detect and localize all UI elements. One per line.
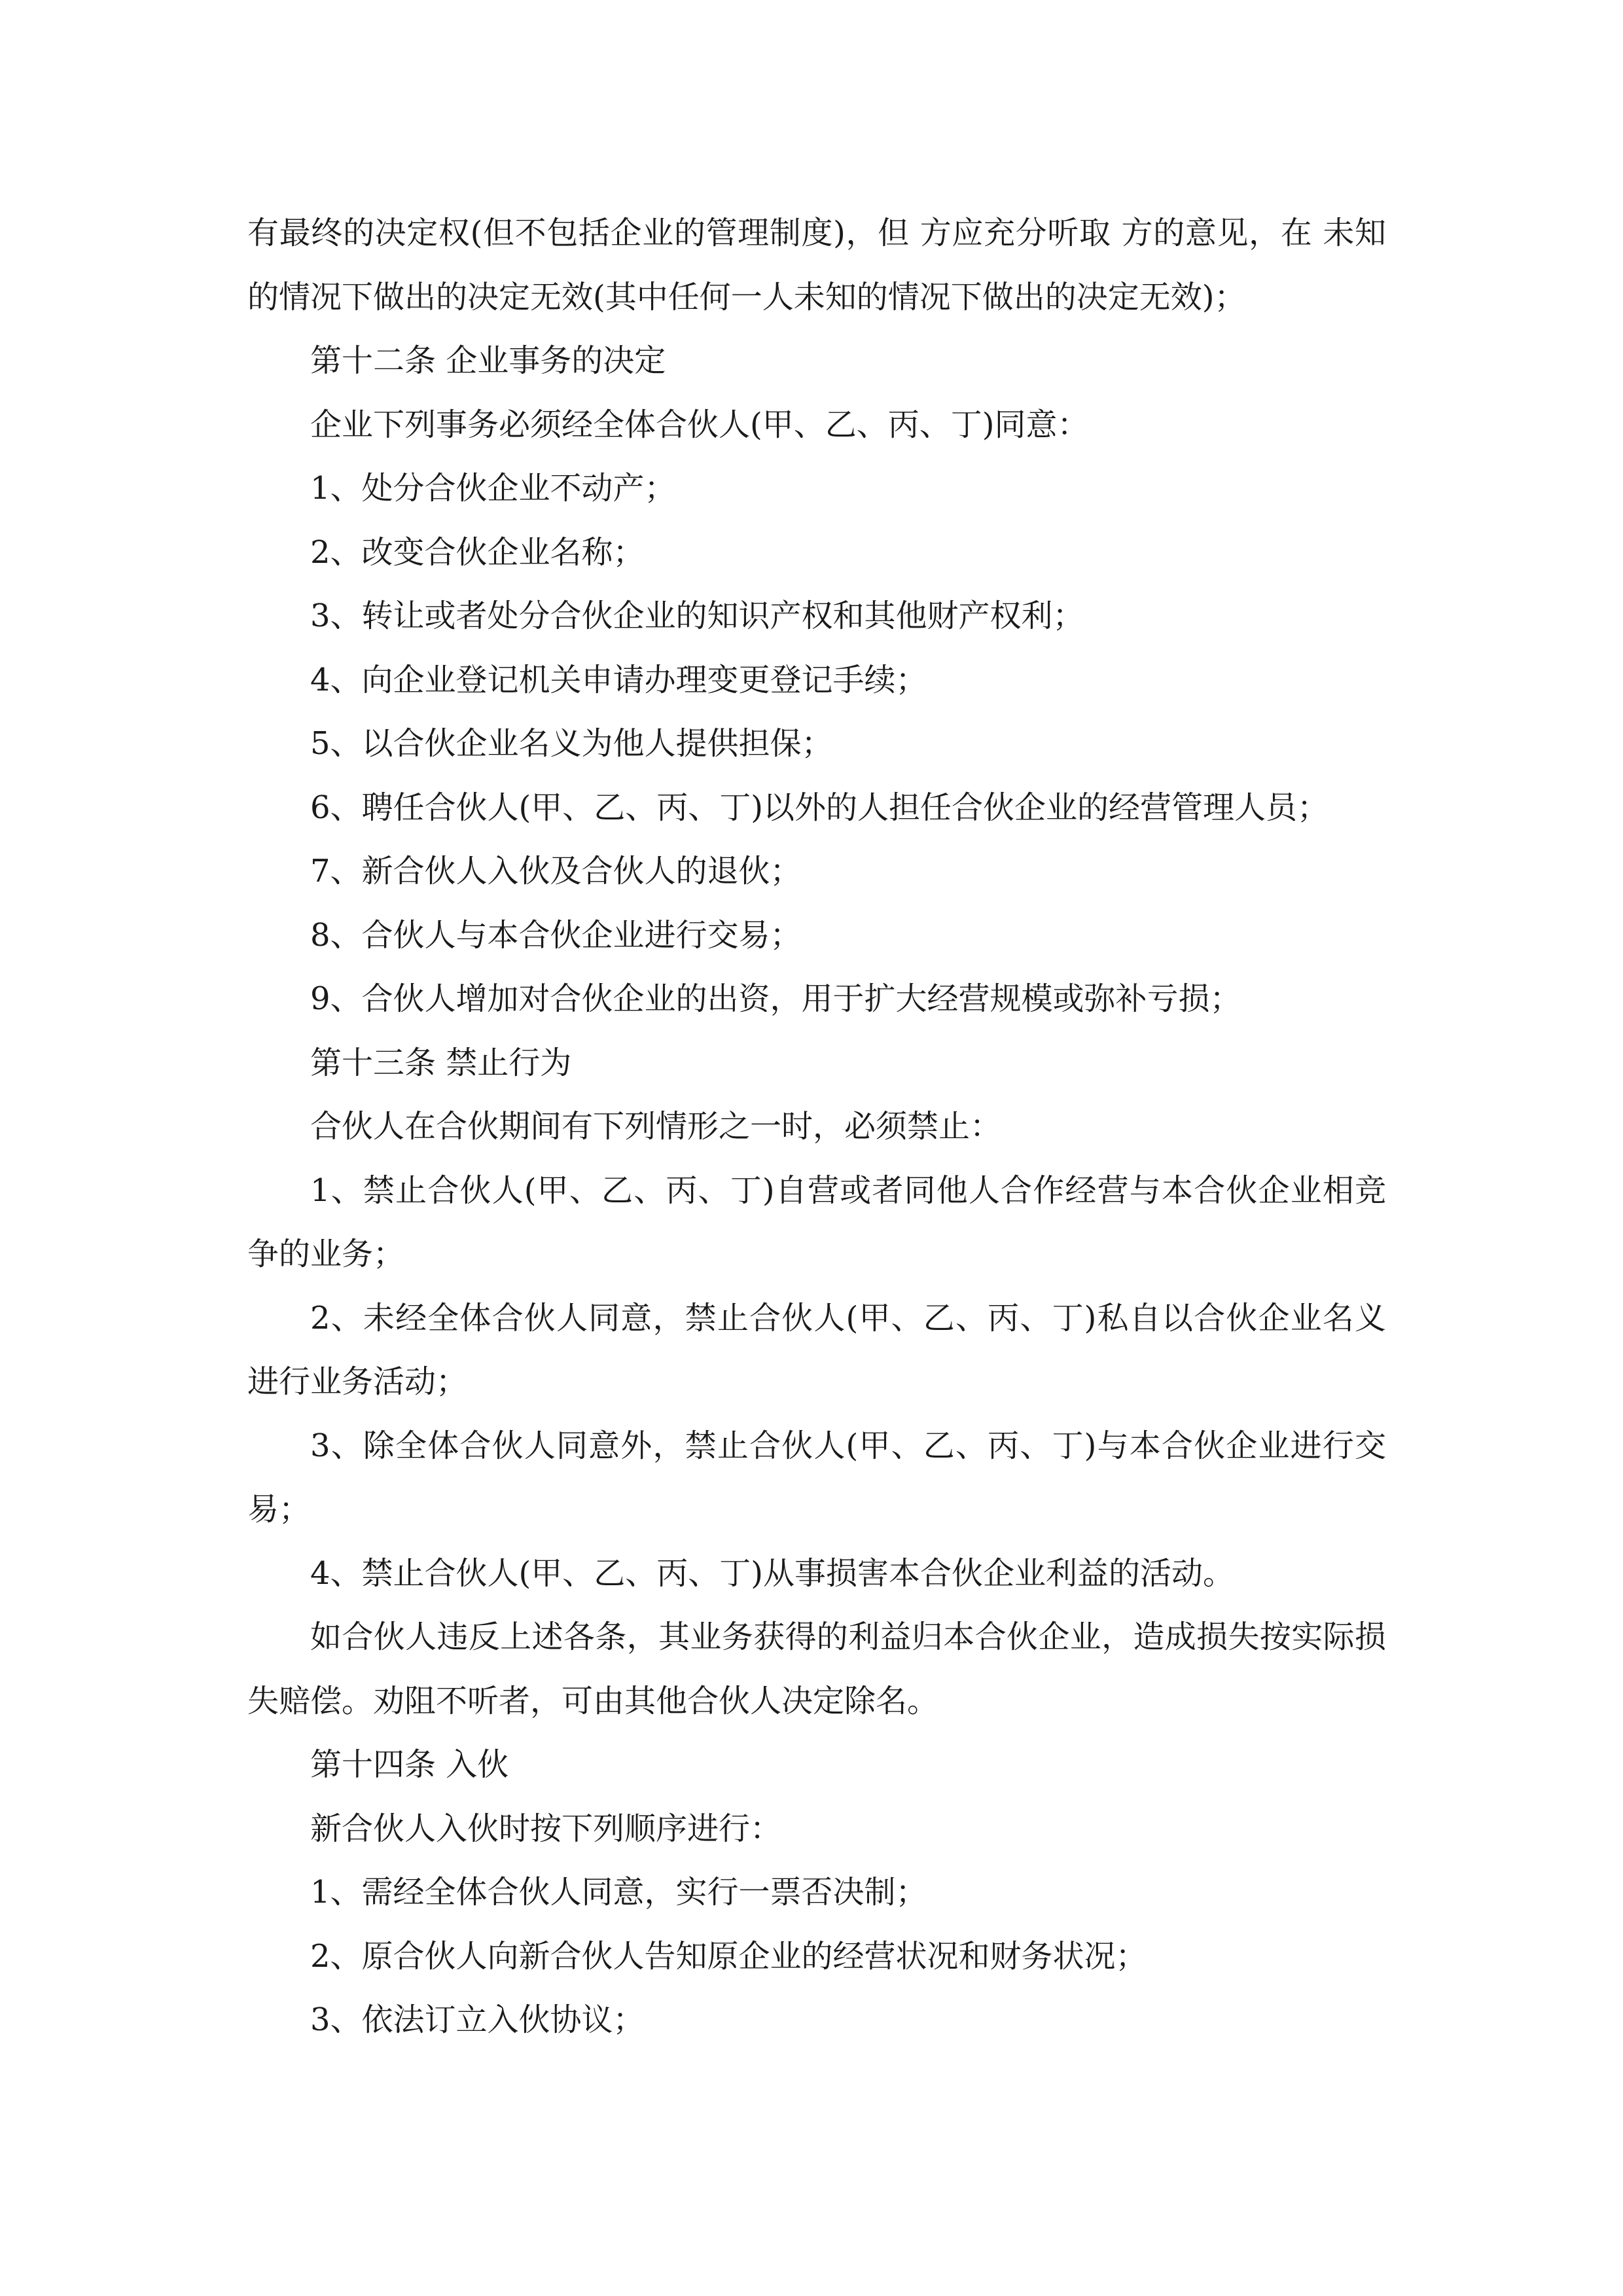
list-item: 2、原合伙人向新合伙人告知原企业的经营状况和财务状况； [310, 1937, 1147, 1975]
article-13-heading: 第十三条 禁止行为 [310, 1044, 572, 1081]
list-item: 6、聘任合伙人(甲、乙、丙、丁)以外的人担任合伙企业的经营管理人员； [310, 789, 1329, 826]
paragraph: 企业下列事务必须经全体合伙人(甲、乙、丙、丁)同意： [310, 406, 1089, 443]
list-item: 3、转让或者处分合伙企业的知识产权和其他财产权利； [310, 598, 1084, 634]
list-item: 2、未经全体合伙人同意，禁止合伙人(甲、乙、丙、丁)私自以合伙企业名义进行业务活动； [247, 1299, 1386, 1400]
article-12-heading: 第十二条 企业事务的决定 [310, 342, 666, 379]
list-item: 1、处分合伙企业不动产； [310, 470, 676, 507]
paragraph: 合伙人在合伙期间有下列情形之一时，必须禁止： [310, 1108, 1002, 1145]
list-item: 1、禁止合伙人(甲、乙、丙、丁)自营或者同他人合作经营与本合伙企业相竞争的业务； [247, 1172, 1386, 1272]
list-item: 1、需经全体合伙人同意，实行一票否决制； [310, 1874, 927, 1910]
list-item: 2、改变合伙企业名称； [310, 533, 645, 571]
list-item: 3、除全体合伙人同意外，禁止合伙人(甲、乙、丙、丁)与本合伙企业进行交易； [247, 1427, 1386, 1528]
article-14-heading: 第十四条 入伙 [310, 1746, 509, 1783]
list-item: 7、新合伙人入伙及合伙人的退伙； [310, 853, 802, 889]
paragraph: 如合伙人违反上述各条，其业务获得的利益归本合伙企业，造成损失按实际损失赔偿。劝阻不听者，可由其他合伙人决定除名。 [247, 1619, 1386, 1719]
document-body [247, 202, 1386, 2053]
paragraph-continuation: 有最终的决定权(但不包括企业的管理制度)，但 方应充分听取 方的意见，在 未知的情况下做出的决定无效(其中任何一人未知的情况下做出的决定无效)； [247, 215, 1386, 315]
list-item: 3、依法订立入伙协议； [310, 2001, 645, 2038]
list-item: 8、合伙人与本合伙企业进行交易； [310, 916, 802, 954]
paragraph: 新合伙人入伙时按下列顺序进行： [310, 1810, 782, 1847]
list-item: 9、合伙人增加对合伙企业的出资，用于扩大经营规模或弥补亏损； [310, 980, 1241, 1017]
list-item: 4、禁止合伙人(甲、乙、丙、丁)从事损害本合伙企业利益的活动。 [310, 1554, 1234, 1592]
list-item: 4、向企业登记机关申请办理变更登记手续； [310, 661, 927, 698]
list-item: 5、以合伙企业名义为他人提供担保； [310, 725, 833, 762]
